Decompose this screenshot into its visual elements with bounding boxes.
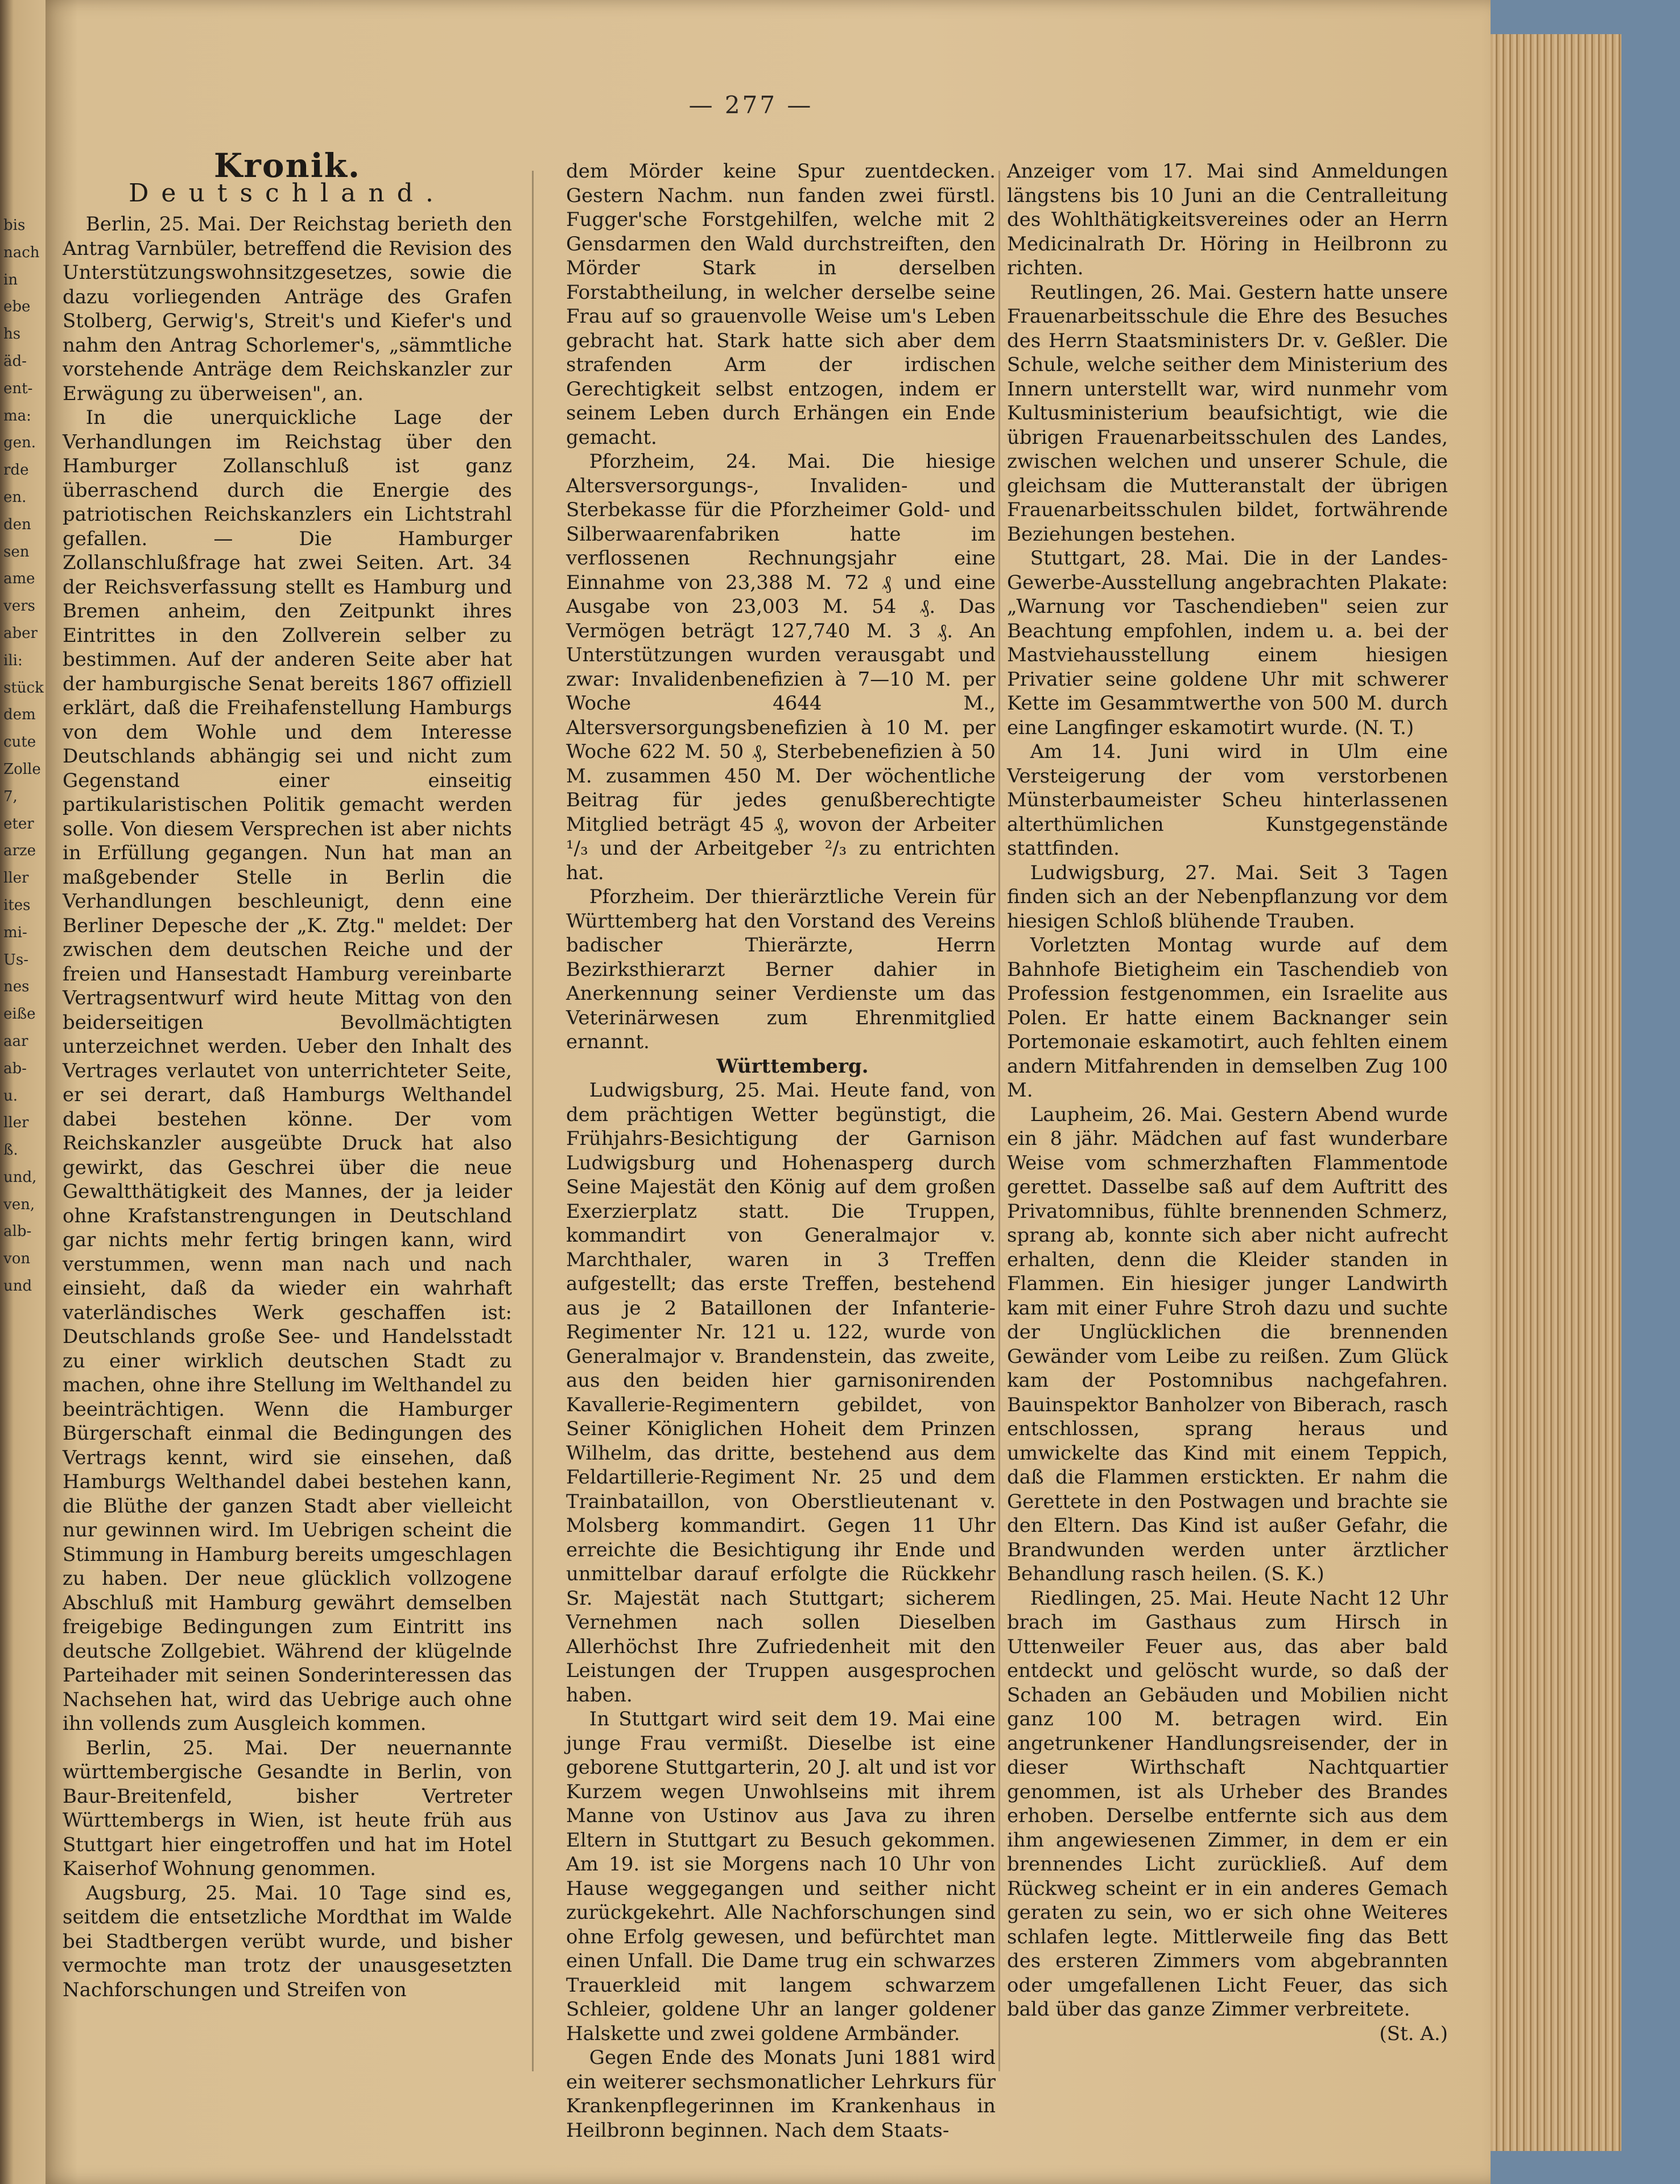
article-paragraph: dem Mörder keine Spur zuentdecken. Gestern Nachm. nun fanden zwei fürstl. Fugger'sche Forstgehilfen, welche mit 2 Gensdarmen den Wald durchstreiften, den Mörder Stark in derselben Forstabtheilung, in welcher derselbe seine Frau auf so grauenvolle Weise um's Leben gebracht hat. Stark hatte sich aber dem strafenden Arm der irdischen Gerechtigkeit selbst entzogen, indem er seinem Leben durch Erhängen ein Ende gemacht.: [566, 160, 996, 449]
previous-page-fragment: ab-: [3, 1060, 27, 1077]
previous-page-fragment: gen.: [3, 434, 36, 452]
previous-page-fragment: vers: [3, 597, 35, 615]
previous-page-fragment: Zolle: [3, 760, 41, 778]
previous-page-fragment: aar: [3, 1032, 28, 1050]
newspaper-page: [34, 0, 1491, 2184]
article-paragraph: Berlin, 25. Mai. Der neuernannte württembergische Gesandte in Berlin, von Baur-Breitenfeld, bisher Vertreter Württembergs in Wien, ist heute früh aus Stuttgart hier eingetroffen und hat im Hotel Kaiserhof Wohnung genommen.: [63, 1736, 512, 1880]
region-heading: Württemberg.: [716, 1054, 869, 1078]
previous-page-fragment: ven,: [3, 1196, 35, 1213]
previous-page-fragment: den: [3, 516, 31, 533]
previous-page-fragments: [3, 216, 44, 1304]
previous-page-fragment: mi-: [3, 924, 27, 941]
previous-page-fragment: ebe: [3, 298, 31, 316]
previous-page-fragment: und,: [3, 1168, 37, 1186]
previous-page-fragment: und: [3, 1278, 32, 1295]
previous-page-fragment: stück: [3, 679, 44, 697]
article-paragraph: Pforzheim. Der thierärztliche Verein für Württemberg hat den Vorstand des Vereins badischer Thierärzte, Herrn Bezirksthierarzt Berner dahier in Anerkennung seiner Verdienste um das Veterinärwesen zum Ehrenmitglied ernannt.: [566, 885, 996, 1053]
column-1: [63, 146, 512, 2066]
previous-page-fragment: eter: [3, 815, 34, 833]
previous-page-fragment: dem: [3, 706, 36, 724]
previous-page-fragment: ller: [3, 870, 29, 887]
previous-page-fragment: rde: [3, 461, 29, 479]
article-paragraph: Ludwigsburg, 27. Mai. Seit 3 Tagen finden sich an der Nebenpflanzung vor dem hiesigen Schloß blühende Trauben.: [1007, 861, 1448, 933]
previous-page-fragment: ller: [3, 1114, 29, 1132]
previous-page-edge: [0, 0, 46, 2184]
article-paragraph: Pforzheim, 24. Mai. Die hiesige Altersversorgungs-, Invaliden- und Sterbekasse für die Pforzheimer Gold- und Silberwaarenfabriken hatte im verflossenen Rechnungsjahr eine Einnahme von 23,388 M. 72 ₰ und eine Ausgabe von 23,003 M. 54 ₰. Das Vermögen beträgt 127,740 M. 3 ₰. An Unterstützungen wurden verausgabt und zwar: Invalidenbenefizien à 7—10 M. per Woche 4644 M., Altersversorgungsbenefizien à 10 M. per Woche 622 M. 50 ₰, Sterbebenefizien à 50 M. zusammen 450 M. Der wöchentliche Beitrag für jedes genußberechtigte Mitglied beträgt 45 ₰, wovon der Arbeiter ¹/₃ und der Arbeitgeber ²/₃ zu entrichten hat.: [566, 450, 996, 884]
previous-page-fragment: von: [3, 1250, 31, 1268]
column-2: [566, 159, 996, 2142]
previous-page-fragment: bis: [3, 217, 26, 234]
page-edges: [1479, 34, 1621, 2151]
previous-page-fragment: ili:: [3, 652, 23, 669]
previous-page-fragment: cute: [3, 734, 36, 751]
previous-page-fragment: nes: [3, 978, 30, 996]
previous-page-fragment: aber: [3, 624, 38, 642]
previous-page-fragment: sen: [3, 543, 30, 561]
previous-page-fragment: arze: [3, 842, 36, 860]
article-paragraph: Vorletzten Montag wurde auf dem Bahnhofe Bietigheim ein Taschendieb von Profession festgenommen, ein Israelite aus Polen. Er hatte einem Backnanger sein Portemonaie eskamotirt, auch fehlten einem andern Mitfahrenden in demselben Zug 100 M.: [1007, 934, 1448, 1102]
previous-page-fragment: hs: [3, 325, 21, 343]
previous-page-fragment: alb-: [3, 1223, 32, 1241]
article-paragraph: Anzeiger vom 17. Mai sind Anmeldungen längstens bis 10 Juni an die Centralleitung des Wohlthätigkeitsvereines oder an Herrn Medicinalrath Dr. Höring in Heilbronn zu richten.: [1007, 160, 1448, 279]
previous-page-fragment: ites: [3, 896, 31, 914]
previous-page-fragment: ame: [3, 570, 35, 588]
article-signature: (St. A.): [1379, 2022, 1448, 2045]
previous-page-fragment: in: [3, 271, 18, 289]
article-paragraph: Laupheim, 26. Mai. Gestern Abend wurde ein 8 jähr. Mädchen auf fast wunderbare Weise vom schmerzhaften Flammentode gerettet. Dasselbe saß auf dem Auftritt des Privatomnibus, fühlte brennenden Schmerz, sprang ab, konnte sich aber nicht aufrecht erhalten, denn die Kleider standen in Flammen. Ein hiesiger junger Landwirth kam mit einer Fuhre Stroh dazu und suchte der Unglücklichen die brennenden Gewänder vom Leibe zu reißen. Zum Glück kam der Postomnibus nachgefahren. Bauinspektor Banholzer von Biberach, rasch entschlossen, sprang heraus und umwickelte das Kind mit einem Teppich, daß die Flammen erstickten. Er nahm die Gerettete in den Postwagen und brachte sie den Eltern. Das Kind ist außer Gefahr, die Brandwunden werden unter ärztlicher Behandlung rasch heilen. (S. K.): [1007, 1103, 1448, 1585]
section-subheading: Deutschland.: [129, 178, 446, 208]
article-paragraph: Stuttgart, 28. Mai. Die in der Landes-Gewerbe-Ausstellung angebrachten Plakate: „Warnung vor Taschendieben" seien zur Beachtung empfohlen, indem u. a. bei der Mastviehausstellung einem hiesigen Privatier seine goldene Uhr mit schwerer Kette im Gesammtwerthe von 500 M. durch eine Langfinger eskamotirt wurde. (N. T.): [1007, 547, 1448, 739]
article-paragraph: Riedlingen, 25. Mai. Heute Nacht 12 Uhr brach im Gasthaus zum Hirsch in Uttenweiler Feuer aus, das aber bald entdeckt und gelöscht wurde, so daß der Schaden an Gebäuden und Mobilien nicht ganz 100 M. betragen wird. Ein angetrunkener Handlungsreisender, der in dieser Wirthschaft Nachtquartier genommen, ist als Urheber des Brandes erhoben. Derselbe entfernte sich aus dem ihm angewiesenen Zimmer, in dem er ein brennendes Licht zurückließ. Auf dem Rückweg scheint er in ein anderes Gemach geraten zu sein, wo er sich ohne Weiteres schlafen legte. Mittlerweile fing das Bett des ersteren Zimmers vom abgebrannten oder umgefallenen Licht Feuer, das sich bald über das ganze Zimmer verbreitete.: [1007, 1587, 1448, 2021]
previous-page-fragment: 7,: [3, 788, 18, 805]
article-paragraph: In die unerquickliche Lage der Verhandlungen im Reichstag über den Hamburger Zollanschluß ist ganz überraschend durch die Energie des patriotischen Reichskanzlers ein Lichtstrahl gefallen. — Die Hamburger Zollanschlußfrage hat zwei Seiten. Art. 34 der Reichsverfassung stellt es Hamburg und Bremen anheim, den Zeitpunkt ihres Eintrittes in den Zollverein selber zu bestimmen. Auf der anderen Seite aber hat der hamburgische Senat bereits 1867 offiziell erklärt, daß die Freihafenstellung Hamburgs von dem Wohle und dem Interesse Deutschlands abhängig sei und nicht zum Gegenstand einer einseitig partikularistischen Politik gemacht werden solle. Von diesem Versprechen ist aber nichts in Erfüllung gegangen. Nun hat man an maßgebender Stelle in Berlin die Verhandlungen beschleunigt, denn eine Berliner Depesche der „K. Ztg." meldet: Der zwischen dem deutschen Reiche und der freien und Hansestadt Hamburg vereinbarte Vertragsentwurf wird heute Mittag von den beiderseitigen Bevollmächtigten unterzeichnet werden. Ueber den Inhalt des Vertrages verlautet von unterrichteter Seite, er sei derart, daß Hamburgs Welthandel dabei bestehen könne. Der vom Reichskanzler ausgeübte Druck hat also gewirkt, das Geschrei über die neue Gewaltthätigkeit des Mannes, der ja leider ohne Krafstanstrengungen in Deutschland gar nichts mehr fertig bringen kann, wird verstummen, wenn man nach und nach einsieht, daß da wieder ein wahrhaft vaterländisches Werk geschaffen ist: Deutschlands große See- und Handelsstadt zu einer wirklich deutschen Stadt zu machen, ohne ihre Stellung im Welthandel zu beeinträchtigen. Wenn die Hamburger Bürgerschaft einmal die Bedingungen des Vertrags kennt, wird sie einsehen, daß Hamburgs Welthandel dabei bestehen kann, die Blüthe der ganzen Stadt aber vielleicht nur gewinnen wird. Im Uebrigen scheint die Stimmung in Hamburg bereits umgeschlagen zu haben. Der neue glücklich vollzogene Abschluß mit Hamburg gewährt demselben freigebige Bedingungen zum Eintritt ins deutsche Zollgebiet. Während der klügelnde Parteihader mit seinen Sonderinteressen das Nachsehen hat, wird das Uebrige auch ohne ihn vollends zum Ausgleich kommen.: [63, 406, 512, 1735]
column-rule: [532, 171, 534, 2071]
page-number: — 277 —: [688, 91, 814, 119]
article-paragraph: Gegen Ende des Monats Juni 1881 wird ein weiterer sechsmonatlicher Lehrkurs für Krankenpflegerinnen im Krankenhaus in Heilbronn beginnen. Nach dem Staats-: [566, 2046, 996, 2142]
section-heading: Kronik.: [213, 146, 361, 185]
previous-page-fragment: ent-: [3, 380, 33, 397]
article-paragraph: Berlin, 25. Mai. Der Reichstag berieth den Antrag Varnbüler, betreffend die Revision des Unterstützungswohnsitzgesetzes, sowie die dazu vorliegenden Anträge des Grafen Stolberg, Gerwig's, Streit's und Kiefer's und nahm den Antrag Schorlemer's, „sämmtliche vorstehende Anträge dem Reichskanzler zur Erwägung zu überweisen", an.: [63, 213, 512, 405]
article-paragraph: In Stuttgart wird seit dem 19. Mai eine junge Frau vermißt. Dieselbe ist eine geborene Stuttgarterin, 20 J. alt und ist vor Kurzem wegen Unwohlseins mit ihrem Manne von Ustinov aus Java zu ihren Eltern in Stuttgart zu Besuch gekommen. Am 19. ist sie Morgens nach 10 Uhr von Hause weggegangen und seither nicht zurückgekehrt. Alle Nachforschungen sind ohne Erfolg gewesen, und befürchtet man einen Unfall. Die Dame trug ein schwarzes Trauerkleid mit langem schwarzem Schleier, goldene Uhr an langer goldener Halskette und zwei goldene Armbänder.: [566, 1708, 996, 2045]
article-paragraph: Am 14. Juni wird in Ulm eine Versteigerung der vom verstorbenen Münsterbaumeister Scheu hinterlassenen alterthümlichen Kunstgegenstände stattfinden.: [1007, 740, 1448, 860]
previous-page-fragment: eiße: [3, 1006, 36, 1023]
previous-page-fragment: äd-: [3, 352, 27, 370]
column-rule: [998, 171, 1000, 2071]
article-paragraph: Ludwigsburg, 25. Mai. Heute fand, von dem prächtigen Wetter begünstigt, die Frühjahrs-Besichtigung der Garnison Ludwigsburg und Hohenasperg durch Seine Majestät den König auf dem großen Exerzierplatz statt. Die Truppen, kommandirt von Generalmajor v. Marchthaler, waren in 3 Treffen aufgestellt; das erste Treffen, bestehend aus je 2 Bataillonen der Infanterie-Regimenter Nr. 121 u. 122, wurde von Generalmajor v. Brandenstein, das zweite, aus den beiden hier garnisonirenden Kavallerie-Regimentern gebildet, von Seiner Königlichen Hoheit dem Prinzen Wilhelm, das dritte, bestehend aus dem Feldartillerie-Regiment Nr. 25 und dem Trainbataillon, von Oberstlieutenant v. Molsberg kommandirt. Gegen 11 Uhr erreichte die Besichtigung ihr Ende und unmittelbar darauf erfolgte die Rückkehr Sr. Majestät nach Stuttgart; sicherem Vernehmen nach sollen Dieselben Allerhöchst Ihre Zufriedenheit mit den Leistungen der Truppen ausgesprochen haben.: [566, 1079, 996, 1707]
previous-page-fragment: en.: [3, 488, 27, 506]
previous-page-fragment: u.: [3, 1087, 18, 1105]
previous-page-fragment: ma:: [3, 407, 31, 425]
previous-page-fragment: ß.: [3, 1142, 18, 1159]
previous-page-fragment: nach: [3, 244, 40, 261]
previous-page-fragment: Us-: [3, 951, 29, 969]
column-3: [1007, 159, 1448, 2071]
article-paragraph: Augsburg, 25. Mai. 10 Tage sind es, seitdem die entsetzliche Mordthat im Walde bei Stadtbergen verübt wurde, und bisher vermochte man trotz der unausgesetzten Nachforschungen und Streifen von: [63, 1881, 512, 2001]
article-paragraph: Reutlingen, 26. Mai. Gestern hatte unsere Frauenarbeitsschule die Ehre des Besuches des Herrn Staatsministers Dr. v. Geßler. Die Schule, welche seither dem Ministerium des Innern unterstellt war, wird nunmehr vom Kultusministerium beaufsichtigt, wie die übrigen Frauenarbeitsschulen des Landes, zwischen welchen und unserer Schule, die gleichsam die Mutteranstalt der übrigen Frauenarbeitsschulen bildet, fortwährende Beziehungen bestehen.: [1007, 281, 1448, 546]
